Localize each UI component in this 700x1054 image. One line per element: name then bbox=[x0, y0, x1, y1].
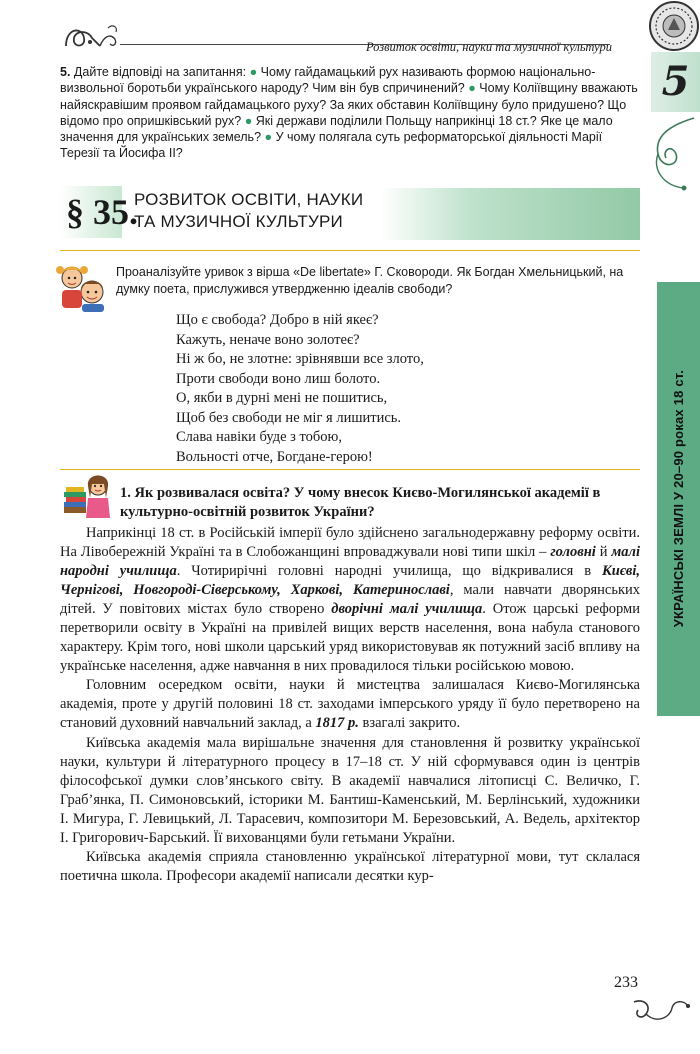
question-item: Які держави поділили Польщу наприкінці 18 ст.? Яке це мало значення для українських земель? bbox=[60, 113, 613, 145]
poem-line: Щоб без свободи не міг я лишитись. bbox=[176, 409, 402, 426]
bullet-icon: ● bbox=[468, 81, 476, 96]
poem-line: О, якби в дурні мені не пошитись, bbox=[176, 390, 388, 406]
poem-line: Проти свободи воно лиш болото. bbox=[176, 370, 381, 387]
emphasis: головні bbox=[550, 544, 596, 561]
paragraph-text: Головним осередком освіти, науки й мистецтва залишалася Києво-Могилянська академія, проте у другій половині 18 ст. заходами імперського уряду її було перетворено на становий духовний навчальний заклад, а bbox=[60, 677, 640, 732]
footer-ornament-icon bbox=[630, 994, 694, 1028]
question-item: У чому полягала суть реформаторської діяльності Марії Терезії та Йосифа II? bbox=[60, 130, 603, 161]
poem bbox=[176, 311, 576, 467]
section-divider bbox=[60, 250, 640, 251]
paragraph-text: , мали навчати дворянських дітей. У повітових містах було створено bbox=[60, 582, 640, 618]
paragraph-text: . Отож царські реформи перетворили освіту в Україні на привілей вищих верств населення, вона набула станового характеру. Крім того, нові школи царський уряд використовував як потужний засіб впливу на українське населення, адже навчання в них провадилося тільки російською мовою. bbox=[60, 601, 640, 675]
question-item: Чому гайдамацький рух називають формою національно-визвольної боротьби українського народу? Чим він був спричинений? bbox=[60, 65, 596, 96]
section-number: § 35. bbox=[66, 192, 138, 232]
paragraph: Київська академія мала вирішальне значення для становлення й розвитку української науки, культури й літературного процесу в 17–18 ст. У ній сформувався один із центрів філософської думки слов’янського світу. В академії навчалися літописці С. Величко, Г. Граб’янка, П. Симоновський, історики М. Бантиш-Каменський, М. Берлінський, художники І. Мигура, Г. Левицький, Л. Тарасевич, композитори М. Березовський, А. Ведель, архітектор І. Григорович-Барський. Її вихованцями були гетьмани України. bbox=[60, 734, 640, 846]
question-number: 5. bbox=[60, 65, 71, 79]
paragraph bbox=[60, 524, 640, 676]
poem-line: Кажуть, неначе воно золотеє? bbox=[176, 331, 360, 348]
bullet-icon: ● bbox=[249, 65, 258, 79]
bullet-icon: ● bbox=[264, 130, 273, 145]
running-header-title: Розвиток освіти, науки та музичної культури bbox=[365, 40, 612, 54]
paragraph-text: Наприкінці 18 ст. в Російській імперії було здійснено загальнодержавну реформу освіти. На Лівобережній Україні та в Слобожанщині впроваджували нові типи шкіл – bbox=[60, 525, 640, 561]
paragraph-text: й bbox=[595, 544, 612, 561]
section-title bbox=[134, 189, 414, 233]
poem-line: Вольності отче, Богдане-герою! bbox=[176, 448, 373, 465]
emphasis: Києві, Чернігові, Новгороді-Сіверському, Харкові, Катеринославі bbox=[60, 563, 641, 599]
subsection-divider bbox=[60, 469, 640, 470]
bullet-icon: ● bbox=[244, 113, 253, 128]
paragraph bbox=[60, 676, 640, 733]
student-with-books-icon bbox=[62, 472, 112, 520]
poem-line: Ні ж бо, не злотне: зрівнявши все злото, bbox=[176, 351, 424, 367]
question-lead: Дайте відповіді на запитання: bbox=[73, 65, 247, 79]
paragraph-text: взагалі закрито. bbox=[358, 715, 461, 732]
paragraph-text: . Чотирирічні головні народні училища, що відкривалися в bbox=[176, 563, 602, 580]
intro-task: Проаналізуйте уривок з вірша «De libertate» Г. Сковороди. Як Богдан Хмельницький, на думку поета, прислужився утвердженню ідеалів свободи? bbox=[116, 265, 624, 296]
question-item: Чому Коліївщину вважають найяскравішим проявом гайдамацького руху? За яких обставин Коліївщину було придушено? Що відомо про опришківський рух? bbox=[60, 81, 638, 128]
section-title-line-1: РОЗВИТОК ОСВІТИ, НАУКИ bbox=[134, 190, 364, 209]
poem-line: Слава навіки буде з тобою, bbox=[176, 429, 342, 445]
poem-line: Що є свобода? Добро в ній якеє? bbox=[176, 312, 379, 328]
paragraph: Київська академія сприяла становленню української літературної мови, тут склалася поетична школа. Професори академії написали десятки кур- bbox=[60, 848, 640, 884]
page-number: 233 bbox=[614, 974, 638, 991]
review-questions bbox=[60, 64, 642, 162]
seal-emblem-icon bbox=[644, 0, 700, 56]
subsection-number: 1. bbox=[120, 485, 131, 501]
body-text bbox=[60, 524, 640, 886]
emphasis: дворічні малі училища bbox=[331, 601, 483, 618]
header-ornament-icon bbox=[60, 18, 124, 54]
side-chapter-tab-label: УКРАЇНСЬКІ ЗЕМЛІ У 20–90 роках 18 ст. bbox=[671, 370, 686, 628]
chapter-ornament-icon bbox=[644, 114, 700, 194]
emphasis: малі народні училища bbox=[60, 544, 640, 580]
subsection-heading bbox=[120, 484, 638, 522]
subsection-question: Як розвивалася освіта? У чому внесок Києво-Могилянської академії в культурно-освітній розвиток України? bbox=[120, 485, 601, 520]
children-icon bbox=[56, 260, 108, 312]
section-title-line-2: ТА МУЗИЧНОЇ КУЛЬТУРИ bbox=[134, 212, 343, 231]
section-title-band bbox=[380, 188, 640, 240]
emphasis: 1817 р. bbox=[315, 715, 359, 732]
chapter-number: 5 bbox=[651, 52, 700, 112]
